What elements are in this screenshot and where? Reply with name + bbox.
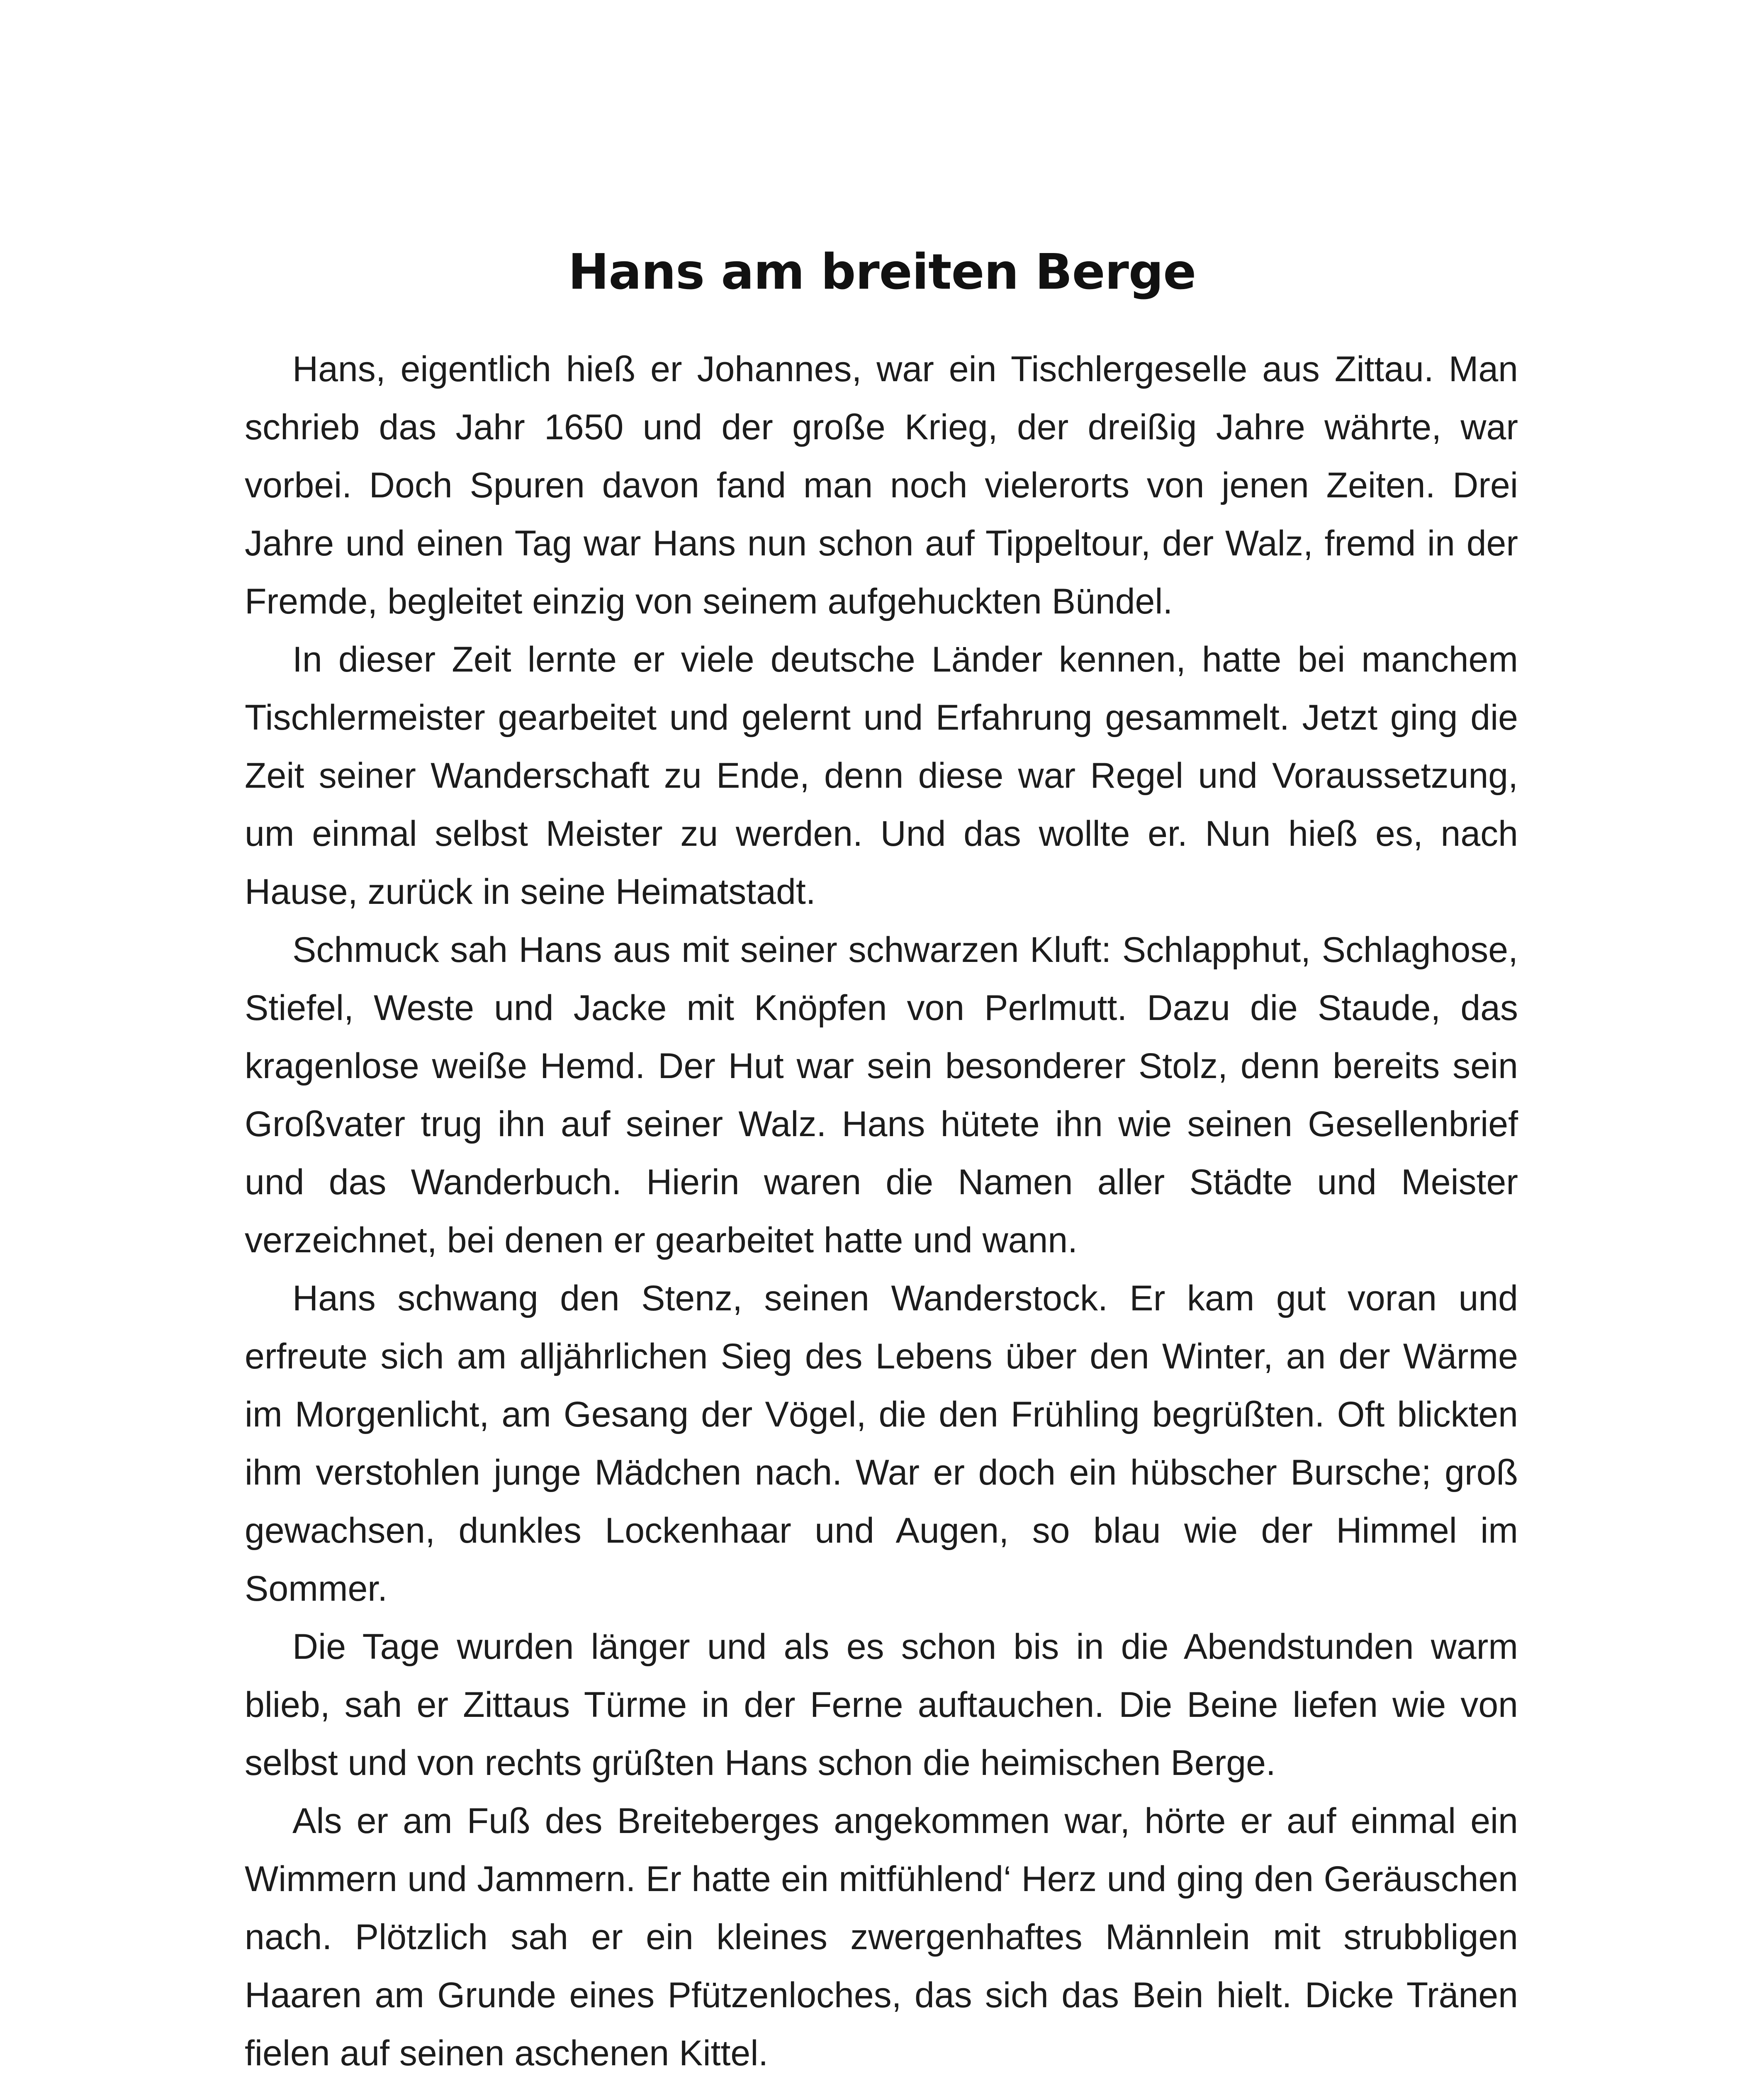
paragraph-2: In dieser Zeit lernte er viele deutsche Länder kennen, hatte bei manchem Tischlermeister gearbeitet und gelernt und Erfahrung gesammelt. Jetzt ging die Zeit seiner Wanderschaft zu Ende, denn diese war Regel und Voraussetzung, um einmal selbst Meister zu werden. Und das wollte er. Nun hieß es, nach Hause, zurück in seine Heimatstadt. — [245, 640, 1518, 912]
paragraph-5: Die Tage wurden länger und als es schon bis in die Abendstunden warm blieb, sah er Zittaus Türme in der Ferne auftauchen. Die Beine liefen wie von selbst und von rechts grüßten Hans schon die heimischen Berge. — [245, 1627, 1518, 1783]
paragraph-3: Schmuck sah Hans aus mit seiner schwarzen Kluft: Schlapphut, Schlaghose, Stiefel, Weste und Jacke mit Knöpfen von Perlmutt. Dazu die Staude, das kragenlose weiße Hemd. Der Hut war sein besonderer Stolz, denn bereits sein Großvater trug ihn auf seiner Walz. Hans hütete ihn wie seinen Gesellenbrief und das Wanderbuch. Hierin waren die Namen aller Städte und Meister verzeichnet, bei denen er gearbeitet hatte und wann. — [245, 930, 1518, 1260]
body-text — [245, 340, 1518, 2074]
paragraph-4: Hans schwang den Stenz, seinen Wanderstock. Er kam gut voran und erfreute sich am alljährlichen Sieg des Lebens über den Winter, an der Wärme im Morgenlicht, am Gesang der Vögel, die den Frühling begrüßten. Oft blickten ihm verstohlen junge Mädchen nach. War er doch ein hübscher Bursche; groß gewachsen, dunkles Lockenhaar und Augen, so blau wie der Himmel im Sommer. — [245, 1278, 1518, 1609]
paragraph-6: Als er am Fuß des Breiteberges angekommen war, hörte er auf einmal ein Wimmern und Jammern. Er hatte ein mitfühlend‘ Herz und ging den Geräuschen nach. Plötzlich sah er ein kleines zwergenhaftes Männlein mit strubbligen Haaren am Grunde eines Pfützenloches, das sich das Bein hielt. Dicke Tränen fielen auf seinen aschenen Kittel. — [245, 1801, 1518, 2073]
paragraph-1: Hans, eigentlich hieß er Johannes, war ein Tischlergeselle aus Zittau. Man schrieb das Jahr 1650 und der große Krieg, der dreißig Jahre währte, war vorbei. Doch Spuren davon fand man noch vielerorts von jenen Zeiten. Drei Jahre und einen Tag war Hans nun schon auf Tippeltour, der Walz, fremd in der Fremde, begleitet einzig von seinem aufgehuckten Bündel. — [245, 349, 1518, 621]
chapter-title: Hans am breiten Berge — [568, 243, 1196, 300]
